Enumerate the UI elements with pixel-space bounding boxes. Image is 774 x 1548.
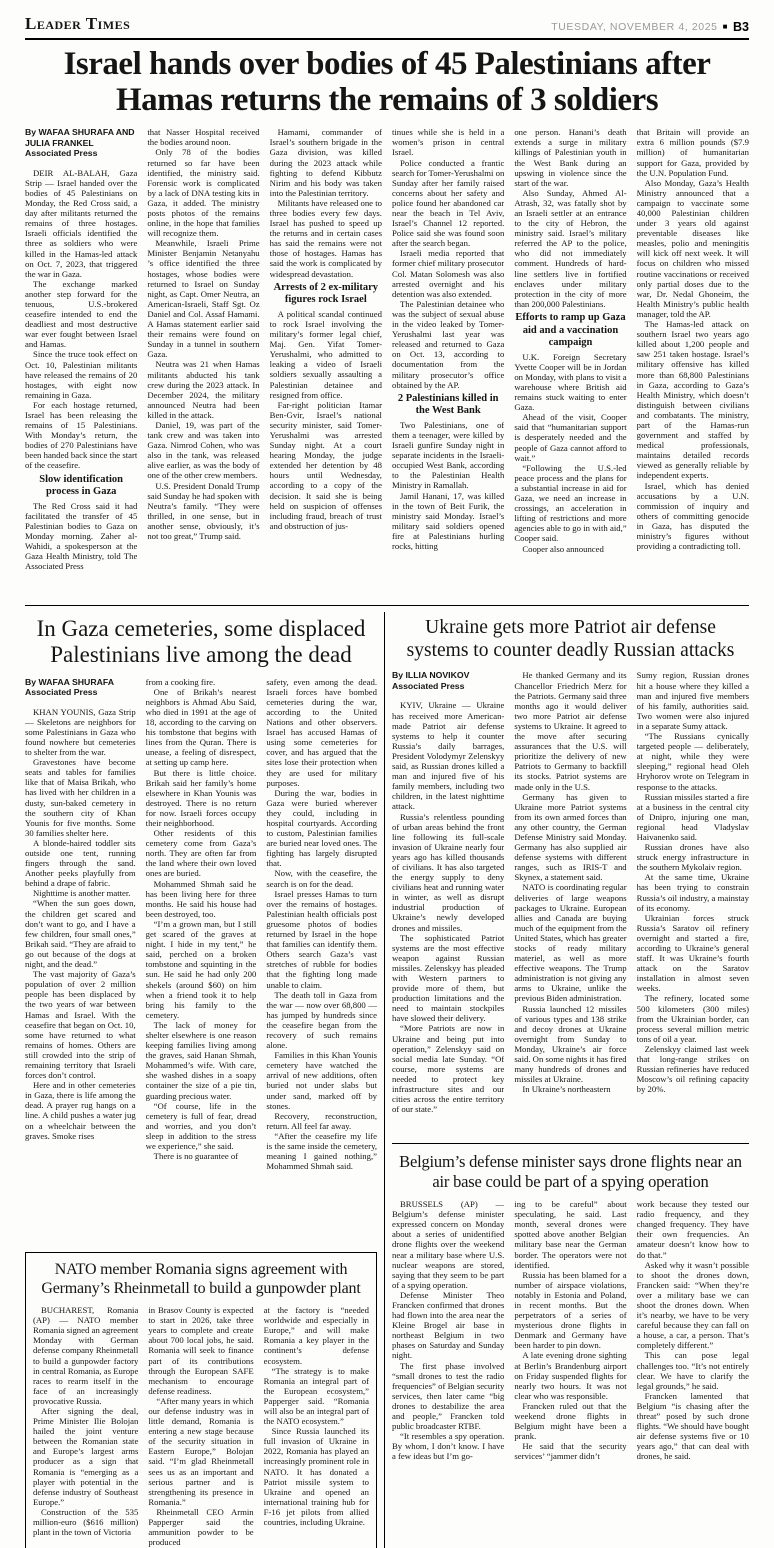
lower-left-region [25,606,377,1548]
article-paragraph: U.K. Foreign Secretary Yvette Cooper will be in Jordan on Monday, with plans to visit a warehouse where British aid remains stuck waiting to enter Gaza. [514,351,627,413]
article-column [392,670,504,1138]
article-paragraph: BRUSSELS (AP) — Belgium’s defense minister expressed concern on Monday about a series of unidentified drone flights over the weekend near a military base where U.S. nuclear weapons are stored, saying that they seem to be part of a spying operation. [392,1199,505,1290]
article-paragraph-continued: from a cooking fire. [145,676,216,687]
article-credit: Associated Press [25,148,98,159]
article-column [147,127,259,597]
page-number: B3 [733,20,749,34]
article-column [637,127,749,597]
lower-section [25,606,749,1548]
article-paragraph: Two Palestinians, one of them a teenager, were killed by Israeli gunfire Sunday night in separate incidents in the Israeli-occupied West Bank, according to the Palestinian Health Ministry in Ramallah. [391,419,505,491]
article-paragraph: A political scandal continued to rock Israel involving the military’s former legal chief, Maj. Gen. Yifat Tomer-Yerushalmi, who admitted to leaking a video of Israeli soldiers sexually assaulting a Palestinian detainee and resigned from office. [269,308,382,400]
article-paragraph: A blonde-haired toddler sits outside one tent, running fingers through the sand. Another peeks playfully from behind a drape of fabric. [25,837,136,889]
article-paragraph: Also Sunday, Ahmed Al-Atrash, 32, was fatally shot by an Israeli settler at an entrance to the city of Hebron, the ministry said. Israel’s military referred the AP to the police, who did not immediately comment. Hundreds of hard-line settlers live in fortified enclaves under military protection in the city of more than 200,000 Palestinians. [514,187,627,309]
article-paragraph: The refinery, located some 500 kilometers (300 miles) from the Ukrainian border, can process several million metric tons of oil a year. [636,993,749,1044]
article-paragraph-continued: work because they tested our radio frequency, and they changed frequency. They have their own frequencies. An amateur doesn’t know how to do that.” [636,1199,749,1260]
article-paragraph: In Ukraine’s northeastern [522,1084,611,1095]
article-column [514,1199,626,1539]
article-paragraph-continued: one person. Hanani’s death extends a surge in military killings of Palestinian youth in the West Bank during an upswing in violence since the start of the war. [514,127,627,188]
article-credit: Associated Press [25,687,98,698]
article-paragraph: The exchange marked another step forward for the tenuous, U.S.-brokered ceasefire intended to end the deadliest and most destructive war ever fought between Israel and Hamas. [25,278,138,350]
article-paragraph: “More Patriots are now in Ukraine and being put into operation,” Zelenskyy said on social media late Sunday. “Of course, more systems are needed to protect key infrastructure sites and our cities across the entire territory of our state.” [392,1023,505,1115]
article-paragraph: “The strategy is to make Romania an integral part of the European ecosystem,” Papperger said. “Romania will also be an integral part of the NATO ecosystem.” [263,1365,369,1427]
article-column [514,127,626,597]
article-body [25,677,377,1243]
article-paragraph: “I’m a grown man, but I still get scared of the graves at night. I hide in my tent,” he said, perched on a broken tombstone and squinting in the sun. He said he had only 200 shekels (around $60) on him when a friend took it to help bring his family to the cemetery. [145,918,257,1020]
article-paragraph: Meanwhile, Israeli Prime Minister Benjamin Netanyahu ’s office identified the three hostages, whose bodies were returned to Israel on Sunday night, as Capt. Omer Neutra, an American-Israeli, Staff Sgt. Oz Daniel and Col. Assaf Hamami. A Hamas statement earlier said their remains were found on Sunday in a tunnel in southern Gaza. [147,238,260,360]
article-paragraph: Israel, which has denied accusations by a U.N. commission of inquiry and others of committing genocide in Gaza, has disputed the ministry’s figures without providing a contradicting toll. [636,480,749,552]
article-paragraph-continued: that Britain will provide an extra 6 million pounds ($7.9 million) of humanitarian support for Gaza, provided by the U.N. Population Fund. [636,127,749,178]
article-paragraph: “After the ceasefire my life is the same inside the cemetery, meaning I gained nothing,” Mohammed Shmah said. [266,1130,378,1172]
article-column [264,1305,369,1548]
article-belgium-drones [392,1152,749,1539]
article-paragraph-continued: tinues while she is held in a women’s prison in central Israel. [391,127,505,158]
article-paragraph: “It resembles a spy operation. By whom, I don’t know. I have a few ideas but I’m go- [392,1431,505,1462]
article-column [25,677,136,1243]
article-israel-bodies [25,47,749,597]
article-paragraph: Russia launched 12 missiles of various types and 138 strike and decoy drones at Ukraine overnight from Sunday to Monday, Ukraine’s air force said. On some nights it has fired many hundreds of drones and missiles at Ukraine. [514,1003,627,1085]
article-column [25,127,137,597]
article-paragraph: Here and in other cemeteries in Gaza, there is life among the dead. A prayer rug hangs on a line. A child pushes a water jug on a wheelchair between the graves. Smoke rises [25,1080,136,1141]
article-paragraph: The death toll in Gaza from the war — now over 68,800 — has jumped by hundreds since the ceasefire began from the recovery of such remains alone. [266,989,378,1051]
article-paragraph: Russian drones have also struck energy infrastructure in the southern Mykolaiv region. [636,842,749,873]
article-paragraph: BUCHAREST, Romania (AP) — NATO member Romania signed an agreement Monday with German defense company Rheinmetall to build a gunpowder factory in central Romania, as Europe races to rearm itself in the face of an increasingly provocative Russia. [33,1305,139,1406]
article-body [392,670,749,1138]
article-column [148,1305,253,1548]
article-paragraph: Hamami, commander of Israel’s southern brigade in the Gaza division, was killed during the 2023 attack while fighting to defend Kibbutz Nirim and his body was taken into the Palestinian territory. [269,127,382,198]
article-paragraph: The Hamas-led attack on southern Israel two years ago killed about 1,200 people and saw 251 taken hostage. Israel’s military offensive has killed more than 68,800 Palestinians in Gaza, according to Gaza’s Health Ministry, which doesn’t distinguish between civilians and combatants. The ministry, part of the Hamas-run government and staffed by medical professionals, maintains detailed records viewed as generally reliable by independent experts. [636,319,749,481]
article-paragraph: Nighttime is another matter. [33,888,131,899]
article-credit: Associated Press [392,680,465,691]
article-subhead: Slow identification process in Gaza [39,473,124,498]
article-paragraph: This can pose legal challenges too. “It’s not entirely clear. We have to clarify the legal grounds,” he said. [636,1350,749,1391]
article-paragraph: DEIR AL-BALAH, Gaza Strip — Israel handed over the bodies of 45 Palestinians on Monday, the Red Cross said, a day after militants returned the remains of three hostages. Israeli officials identified the three as soldiers who were killed in the Hamas-led attack on Oct. 7, 2023, that triggered the war in Gaza. [25,167,138,279]
article-paragraph: Asked why it wasn’t possible to shoot the drones down, Francken said: “When they’re over a military base we can shoot the drones down. When it’s nearby, we have to be very careful because they can fall on a house, a car, a person. That’s completely different.” [636,1259,749,1351]
article-paragraph: Daniel, 19, was part of the tank crew and was taken into Gaza. Nimrod Cohen, who was also in the tank, was released alive earlier, as was the body of one of the other crew members. [147,419,260,481]
article-paragraph: There is no guarantee of [153,1151,239,1162]
article-paragraph: Only 78 of the bodies returned so far have been identified, the ministry said. Forensic work is complicated by a lack of DNA testing kits in Gaza, it added. The ministry posts photos of the remains online, in the hope that families will recognize them. [147,147,260,239]
article-paragraph: Israeli media reported that former chief military prosecutor Col. Matan Solomesh was also arrested overnight and his detention was also extended. [391,248,505,299]
main-headline: Israel hands over bodies of 45 Palestinians after Hamas returns the remains of 3 soldiers [63,46,711,118]
article-paragraph: Police conducted a frantic search for Tomer-Yerushalmi on Sunday after her family raised concerns about her safety and police found her abandoned car near the beach in Tel Aviv, Israel’s Channel 12 reported. Police said she was found soon after the search began. [391,157,505,249]
article-paragraph: The lack of money for shelter elsewhere is one reason keeping families living among the graves, said Hanan Shmah, Mohammed’s wife. With care, she washed dishes in a soapy container the size of a pie tin, guarding precious water. [145,1019,257,1101]
article-paragraph: Zelenskyy claimed last week that long-range strikes on Russian refineries have reduced Moscow’s oil refining capacity by 20%. [636,1043,749,1095]
article-paragraph: NATO is coordinating regular deliveries of large weapons packages to Ukraine. European allies and Canada are buying much of the equipment from the United States, which has greater stocks of ready military materiel, as well as more effective weapons. The Trump administration is not giving any arms to Ukraine, unlike the previous Biden administration. [514,882,627,1004]
article-paragraph: Other residents of this cemetery come from Gaza’s north. They are often far from the land where their own loved ones are buried. [145,828,257,879]
article-romania-rheinmetall [25,1252,377,1548]
article-paragraph: Israel presses Hamas to turn over the remains of hostages. Palestinian health officials post gruesome photos of bodies returned by Israel in the hope that families can identify them. Others search Gaza’s vast stretches of rubble for bodies that the fighting long made unable to claim. [266,888,378,990]
article-column [266,677,377,1243]
article-paragraph-continued: Sumy region, Russian drones hit a house where they killed a man and injured five members of his family, authorities said. Two women were also injured in a separate Sumy attack. [636,670,749,731]
article-paragraph-continued: in Brasov County is expected to start in 2026, take three years to complete and create about 700 local jobs, he said. Romania will seek to finance part of its contributions through the European SAFE mechanism to encourage defense readiness. [148,1305,254,1396]
column-divider-vertical [384,612,385,1548]
article-column [146,677,257,1243]
article-paragraph: Ukrainian forces struck Russia’s Saratov oil refinery overnight and started a fire, according to Ukraine’s general staff. It was Ukraine’s fourth attack on the Saratov installation in almost seven weeks. [636,912,749,994]
article-paragraph: The vast majority of Gaza’s population of over 2 million people has been displaced by the two years of war between Hamas and Israel. With the ceasefire that began on Oct. 10, some have returned to what remains of homes. Others are still crowded into the strip of remaining territory that Israeli forces don’t control. [25,969,136,1081]
article-column [33,1305,138,1548]
article-column [514,670,626,1138]
article-paragraph: Defense Minister Theo Francken confirmed that drones had flown into the area near the Kleine Brogel air base in northeast Belgium in two phases on Saturday and Sunday night. [392,1289,505,1361]
article-paragraph: U.S. President Donald Trump said Sunday he had spoken with Neutra’s family. “They were thrilled, in one sense, but in another sense, obviously, it’s not too great,” Trump said. [147,480,260,541]
article-paragraph: Mohammed Shmah said he has been living here for three months. He said his house had been destroyed, too. [145,878,257,919]
article-paragraph-continued: at the factory is “needed worldwide and especially in Europe,” and will make Romania a key player in the continent’s defense ecosystem. [263,1305,369,1366]
article-paragraph-continued: ing to be careful” about speculating, he said. Last month, several drones were spotted above another Belgian military base near the German border. The operators were not identified. [514,1199,627,1270]
article-paragraph: He thanked Germany and its Chancellor Friedrich Merz for the Patriots. Germany said three months ago it would deliver two more Patriot air defense systems to Ukraine. It agreed to the move after securing assurances that the U.S. will prioritize the delivery of new Patriots to Germany to backfill its stocks. Patriot systems are made only in the U.S. [514,670,627,792]
article-paragraph: After signing the deal, Prime Minister Ilie Bolojan hailed the joint venture between the Romanian state and Europe’s largest arms producer as a sign that Romania is “emerging as a player with potential in the defense industry of Southeast Europe.” [33,1406,139,1507]
article-paragraph: Ahead of the visit, Cooper said that “humanitarian support is desperately needed and the people of Gaza cannot afford to wait.” [514,412,627,463]
masthead-date: TUESDAY, NOVEMBER 4, 2025 [551,21,718,33]
masthead [25,14,749,40]
article-body [392,1199,749,1539]
article-paragraph: Since Russia launched its full invasion of Ukraine in 2022, Romania has played an increasingly prominent role in NATO. It has donated a Patriot missile system to Ukraine and opened an international training hub for F-16 jet pilots from allied countries, including Ukraine. [263,1426,369,1528]
article-paragraph: Cooper also announced [522,543,604,554]
article-column [270,127,382,597]
article-column [392,127,504,597]
article-subhead: Efforts to ramp up Gaza aid and a vaccination campaign [515,311,626,349]
article-paragraph: “Of course, life in the cemetery is full of fear, dread and worries, and you don’t sleep in addition to the stress we experience,” she said. [145,1100,257,1151]
article-column [637,1199,749,1539]
article-headline: In Gaza cemeteries, some displaced Palestinians live among the dead [36,616,366,668]
article-paragraph: One of Brikah’s nearest neighbors is Ahmad Abu Said, who died in 1991 at the age of 18, according to the carving on his tombstone that begins with lines from the Quran. There is unease, a feeling of disrespect, at setting up camp here. [145,686,257,768]
article-paragraph: Germany has given to Ukraine more Patriot systems from its own armed forces than any other country, the German Defense Ministry said Monday. Germany has also supplied air defense systems with different ranges, such as IRIS-T and Skynex, a statement said. [514,791,627,883]
article-paragraph: “When the sun goes down, the children get scared and don’t want to go, and I have a few children, four small ones,” Brikah said. “They are afraid to go out because of the dogs at night, and the dead.” [25,898,136,970]
article-paragraph: Gravestones have become seats and tables for families like that of Maisa Brikah, who has lived with her children in a dusty, sun-baked cemetery in the southern city of Khan Younis for five months. Some 30 families shelter here. [25,757,136,838]
article-subhead: 2 Palestinians killed in the West Bank [397,392,499,417]
article-paragraph: Russia’s relentless pounding of urban areas behind the front line following its full-scale invasion of Ukraine nearly four years ago has killed thousands of civilians. It has also targeted the energy supply to deny civilians heat and running water in winter, as well as disrupt industrial production of Ukraine’s newly developed drones and missiles. [392,811,505,933]
masthead-title: Leader Times [25,14,131,33]
article-paragraph: Also Monday, Gaza’s Health Ministry announced that a campaign to vaccinate some 40,000 Palestinian children under 3 years old against preventable diseases like measles, polio and meningitis will kick off next week. It will focus on children who missed routine vaccinations or received only partial doses due to the war, Dr. Nedal Ghoneim, the Health Ministry’s public health manager, told the AP. [636,177,749,319]
article-paragraph: Now, with the ceasefire, the search is on for the dead. [266,868,378,889]
article-paragraph: Families in this Khan Younis cemetery have watched the arrival of new additions, often buried not under slabs but under sand, marked off by stones. [266,1050,378,1111]
lower-right-region [392,606,749,1548]
article-paragraph-continued: safety, even among the dead. Israeli forces have bombed cemeteries during the war, according to the United Nations and other observers. Israel has accused Hamas of using some cemeteries for cover, and has argued that the sites lose their protection when they are used for military purposes. [266,676,378,788]
article-paragraph: For each hostage returned, Israel has been releasing the remains of 15 Palestinians. With Monday’s return, the bodies of 270 Palestinians have been handed back since the start of the ceasefire. [25,399,138,471]
article-paragraph: Far-right politician Itamar Ben-Gvir, Israel’s national security minister, said Tomer-Yerushalmi was arrested Sunday night. At a court hearing Monday, the judge extended her detention by 48 hours until Wednesday, according to a copy of the decision. It said she is being held on suspicion of offenses including fraud, breach of trust and obstruction of jus- [269,399,382,531]
article-paragraph: During the war, bodies in Gaza were buried wherever they could, including in hospital courtyards. According to custom, Palestinian families are buried near loved ones. The fighting has largely disrupted that. [266,787,378,869]
article-paragraph: The first phase involved “small drones to test the radio frequencies” of Belgian security services, then later came “big drones to destabilize the area and people,” Francken told public broadcaster RTBF. [392,1360,505,1432]
article-headline: NATO member Romania signs agreement with Germany’s Rheinmetall to build a gunpowder plant [41,1260,361,1297]
article-paragraph: “After many years in which our defense industry was in little demand, Romania is entering a new stage because of the security situation in Eastern Europe,” Bolojan said. “I’m glad Rheinmetall sees us as an important and serious partner and is strengthening its presence in Romania.” [148,1395,254,1507]
article-paragraph: Jamil Hanani, 17, was killed in the town of Beit Furik, the ministry said Monday. Israel’s military said soldiers opened fire at Palestinians hurling rocks, hitting [391,490,505,551]
article-divider-horizontal [392,1143,749,1144]
article-body [33,1305,369,1548]
article-paragraph: Russia has been blamed for a number of airspace violations, notably in Estonia and Poland, in recent months. But the perpetrators of a series of mysterious drone flights in Denmark and Germany have been harder to pin down. [514,1269,627,1351]
article-headline: Belgium’s defense minister says drone flights near an air base could be part of a spying operation [399,1152,742,1192]
article-paragraph: The sophisticated Patriot systems are the most effective weapon against Russian missiles. Zelenskyy has pleaded with Western partners to provide more of them, but production limitations and the need to maintain stockpiles have slowed their delivery. [392,932,505,1024]
article-column [637,670,749,1138]
article-byline: By ILLIA NOVIKOV [392,670,470,681]
article-paragraph: KHAN YOUNIS, Gaza Strip — Skeletons are neighbors for some Palestinians in Gaza who found nowhere but cemeteries to shelter from the war. [25,706,136,758]
article-paragraph: The Palestinian detainee who was the subject of sexual abuse in the video leaked by Tomer-Yerushalmi last year was released and returned to Gaza on Oct. 13, according to documentation from the military prosecutor’s office obtained by the AP. [391,298,505,390]
article-paragraph: But there is little choice. Brikah said her family’s home elsewhere in Khan Younis was destroyed. There is no return for now. Israeli forces occupy their neighborhood. [145,767,257,828]
article-paragraph: Francken ruled out that the weekend drone flights in Belgium might have been a prank. [514,1400,627,1442]
article-paragraph: He said that the security services’ “jammer didn’t [514,1441,627,1462]
masthead-dateline [551,20,749,34]
article-paragraph: At the same time, Ukraine has been trying to constrain Russia’s oil industry, a mainstay of its economy. [636,872,749,913]
article-paragraph: Rheinmetall CEO Armin Papperger said the ammunition powder to be produced [148,1506,254,1548]
article-paragraph-continued: that Nasser Hospital received the bodies around noon. [147,127,260,148]
article-paragraph: Russian missiles started a fire at a business in the central city of Dnipro, injuring one man, regional head Vladyslav Haivanenko said. [636,791,749,842]
article-body [25,127,749,597]
article-paragraph: The Red Cross said it had facilitated the transfer of 45 Palestinian bodies to Gaza on Monday morning. Zaher al-Wahidi, a spokesperson at the Gaza Health Ministry, told The Associated Press [25,500,138,572]
page-marker-square-icon: ■ [722,22,729,31]
article-subhead: Arrests of 2 ex-military figures rock Israel [273,281,379,306]
article-paragraph: KYIV, Ukraine — Ukraine has received more American-made Patriot air defense systems to help it counter Russia’s daily barrages, President Volodymyr Zelenskyy said, as Russian drones killed a man and injured five of his family members, including two children, in the latest nighttime attack. [392,700,505,812]
article-paragraph: Construction of the 535 million-euro ($616 million) plant in the town of Victoria [33,1506,139,1538]
article-paragraph: “Following the U.S.-led peace process and the plans for a substantial increase in aid for Gaza, we need an increase in crossings, an acceleration in lifting of restrictions and more agencies able to go in with aid,” Cooper said. [514,462,627,544]
article-paragraph: A late evening drone sighting at Berlin’s Brandenburg airport on Friday suspended flights for nearly two hours. It was not clear who was responsible. [514,1350,627,1401]
article-byline: By WAFAA SHURAFA [25,676,114,687]
article-paragraph: Neutra was 21 when Hamas militants abducted his tank crew during the 2023 attack. In December 2024, the military announced Neutra had been killed in the attack. [147,359,260,420]
article-column [392,1199,504,1539]
article-paragraph: “The Russians cynically targeted people — deliberately, at night, while they were sleeping,” regional head Oleh Hryhorov wrote on Telegram in response to the attacks. [636,731,749,792]
article-byline: By WAFAA SHURAFA AND JULIA FRANKEL [25,127,135,148]
article-ukraine-patriots [392,617,749,1138]
article-paragraph: Since the truce took effect on Oct. 10, Palestinian militants have released the remains of 20 hostages, with eight now remaining in Gaza. [25,349,138,400]
article-paragraph: Recovery, reconstruction, return. All feel far away. [266,1110,378,1131]
article-headline: Ukraine gets more Patriot air defense systems to counter deadly Russian attacks [406,617,735,661]
article-paragraph: Francken lamented that Belgium “is chasing after the threat” posed by such drone flights. “We should have bought air defense systems five or 10 years ago,” that can deal with drones, he said. [636,1390,749,1462]
article-paragraph: Militants have released one to three bodies every few days. Israel has pushed to speed up the returns and in certain cases has said the remains were not those of hostages. Hamas has said the work is complicated by widespread devastation. [269,197,382,279]
article-gaza-cemeteries [25,616,377,1242]
